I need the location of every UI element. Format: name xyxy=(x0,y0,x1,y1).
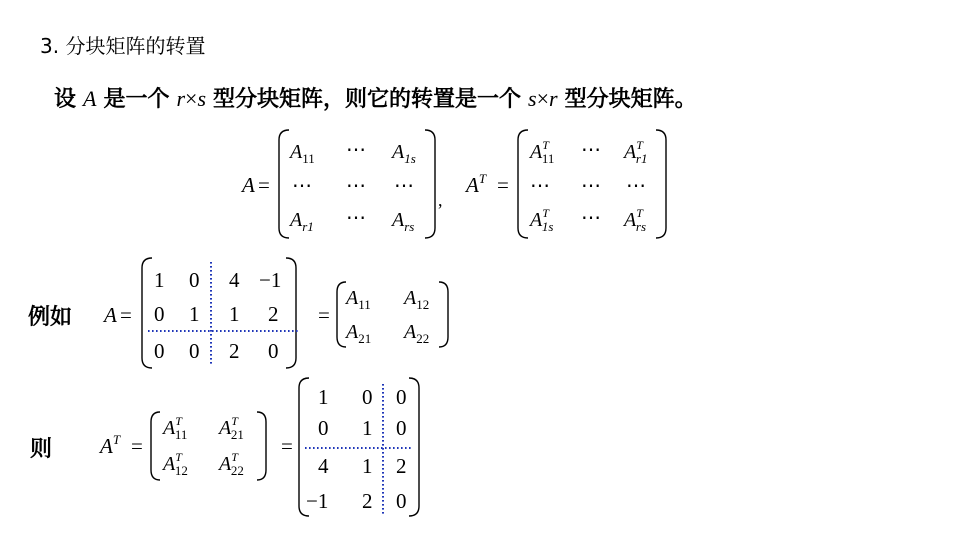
general-AT-dots: ⋯ xyxy=(581,175,601,197)
general-AT-entry-r1: $A^T$ r1 xyxy=(624,138,648,166)
then-cell: −1 xyxy=(306,489,329,513)
then-block-22: $A^T$ 22 xyxy=(219,450,244,478)
example-cell: 0 xyxy=(268,339,279,363)
intro-text-1: 设 xyxy=(54,87,77,112)
example-eq: = xyxy=(120,303,132,327)
example-cell: 0 xyxy=(154,302,165,326)
example-eq-2: = xyxy=(318,303,330,327)
intro-A: A xyxy=(83,86,97,111)
general-AT: $A^T$ xyxy=(466,171,487,197)
example-cell: 0 xyxy=(189,268,200,292)
example-matrix-right-paren xyxy=(286,258,296,368)
example-block-12: $A_{12}$ xyxy=(404,287,430,312)
then-cell: 0 xyxy=(396,489,407,513)
example-blocks-right-paren xyxy=(439,282,448,347)
general-AT-dots: ⋯ xyxy=(581,139,601,161)
general-A-dots: ⋯ xyxy=(292,175,312,197)
then-cell: 2 xyxy=(396,454,407,478)
general-AT-entry-11: $A^T$ 11 xyxy=(530,138,555,166)
general-AT-entry-1s: $A^T$ 1s xyxy=(530,206,554,234)
example-block-21: $A_{21}$ xyxy=(346,321,372,346)
example-cell: 4 xyxy=(229,268,240,292)
example-label: 例如 xyxy=(28,305,73,330)
example-block-11: $A_{11}$ xyxy=(346,287,371,312)
then-block-12: $A^T$ 12 xyxy=(163,450,188,478)
intro-text-2: 是一个 xyxy=(103,87,170,112)
example-block-22: $A_{22}$ xyxy=(404,321,430,346)
general-A-left-paren xyxy=(279,130,289,238)
intro-s2: s xyxy=(528,86,537,111)
then-blocks-left-paren xyxy=(151,412,160,480)
general-eq: = xyxy=(258,173,270,197)
then-cell: 0 xyxy=(362,385,373,409)
general-A-entry-rs: $A_{rs}$ xyxy=(392,209,415,234)
intro-times2: × xyxy=(536,86,550,111)
example-cell: −1 xyxy=(259,268,282,292)
general-A-entry-r1: $A_{r1}$ xyxy=(290,209,314,234)
then-blocks-right-paren xyxy=(257,412,266,480)
intro-s: s xyxy=(197,86,207,111)
then-cell: 2 xyxy=(362,489,373,513)
then-eq-2: = xyxy=(281,434,293,458)
general-eq-2: = xyxy=(497,173,509,197)
then-cell: 1 xyxy=(362,454,373,478)
example-cell: 0 xyxy=(189,339,200,363)
then-cell: 0 xyxy=(396,416,407,440)
general-AT-dots: ⋯ xyxy=(626,175,646,197)
intro-text-3: 型分块矩阵，则它的转置是一个 xyxy=(213,87,522,112)
then-label: 则 xyxy=(30,437,53,462)
general-A-dots: ⋯ xyxy=(346,207,366,229)
general-A-dots: ⋯ xyxy=(394,175,414,197)
example-cell: 1 xyxy=(189,302,200,326)
example-A: A xyxy=(104,303,117,327)
general-AT-right-paren xyxy=(656,130,666,238)
example-cell: 2 xyxy=(229,339,240,363)
example-cell: 1 xyxy=(154,268,165,292)
then-cell: 4 xyxy=(318,454,329,478)
example-blocks-left-paren xyxy=(337,282,346,347)
example-matrix-left-paren xyxy=(142,258,152,368)
example-cell: 1 xyxy=(229,302,240,326)
intro-r2: r xyxy=(549,86,558,111)
example-cell: 0 xyxy=(154,339,165,363)
then-block-11: $A^T$ 11 xyxy=(163,414,188,442)
general-AT-entry-rs: $A^T$ rs xyxy=(624,206,647,234)
then-block-21: $A^T$ 21 xyxy=(219,414,244,442)
then-cell: 0 xyxy=(396,385,407,409)
example-cell: 2 xyxy=(268,302,279,326)
then-cell: 0 xyxy=(318,416,329,440)
general-A-entry-1s: $A_{1s}$ xyxy=(392,141,416,166)
intro-text-4: 型分块矩阵。 xyxy=(564,87,697,112)
general-A-dots: ⋯ xyxy=(346,139,366,161)
general-A-right-paren xyxy=(425,130,435,238)
intro-r: r xyxy=(176,86,186,111)
then-cell: 1 xyxy=(318,385,329,409)
then-cell: 1 xyxy=(362,416,373,440)
general-A-entry-11: $A_{11}$ xyxy=(290,141,315,166)
general-A: A xyxy=(242,173,255,197)
intro-times: × xyxy=(185,86,198,111)
then-AT: $A^T$ xyxy=(100,432,121,458)
general-comma: , xyxy=(438,190,443,210)
general-A-dots: ⋯ xyxy=(346,175,366,197)
then-eq: = xyxy=(131,434,143,458)
general-AT-left-paren xyxy=(518,130,528,238)
general-AT-dots: ⋯ xyxy=(581,207,601,229)
general-AT-dots: ⋯ xyxy=(530,175,550,197)
section-heading: 3. 分块矩阵的转置 xyxy=(40,34,206,58)
